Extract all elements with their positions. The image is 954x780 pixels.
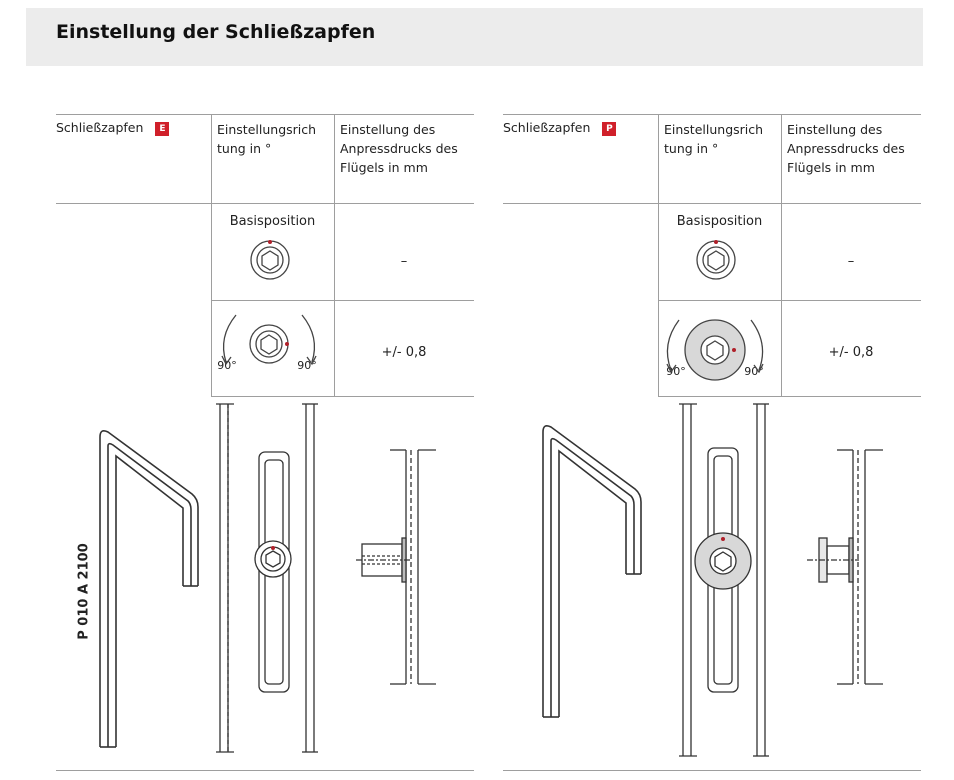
frame-profile-icon [216,404,318,752]
basisposition-label: Basisposition [676,214,763,229]
rotate-right-arrow-icon [302,315,316,364]
base-cam-icon [697,240,735,279]
base-cam-icon [251,240,289,279]
handle-icon [100,431,198,747]
badge-e: E [155,122,169,136]
header-col2: Einstellungsrich tung in ° [217,122,317,156]
basisposition-label: Basisposition [229,214,316,229]
article-code: P 010 A 2100 [76,543,92,640]
row1-pressure: – [400,254,408,269]
angle-right-label: 90° [297,359,317,372]
side-profile-icon [356,450,436,684]
header-col1: Schließzapfen E [56,118,169,137]
header-col3: Einstellung des Anpressdrucks des Flügels in mm [787,122,905,175]
badge-p: P [602,122,616,136]
cam-diagram-e [56,112,474,774]
header-col2: Einstellungsrich tung in ° [664,122,764,156]
rotate-right-arrow-icon [751,320,763,372]
panel-p [503,112,921,774]
row2-pressure: +/- 0,8 [381,345,427,360]
rotation-cam-icon [250,325,289,363]
title-bar [26,8,923,66]
row2-pressure: +/- 0,8 [828,345,874,360]
side-profile-icon [807,450,883,684]
angle-right-label: 90° [744,365,764,378]
angle-left-label: 90° [666,365,686,378]
row1-pressure: – [847,254,855,269]
header-col1: Schließzapfen P [503,118,616,137]
cam-diagram-p [503,112,921,774]
panel-e [56,112,474,774]
page-title: Einstellung der Schließzapfen [56,21,376,43]
rotate-left-arrow-icon [222,315,236,364]
handle-icon [543,426,641,717]
header-col3: Einstellung des Anpressdrucks des Flügels in mm [340,122,458,175]
rotate-left-arrow-icon [667,320,679,372]
angle-left-label: 90° [217,359,237,372]
frame-profile-icon [679,404,769,756]
roller-cam-icon [685,320,745,380]
